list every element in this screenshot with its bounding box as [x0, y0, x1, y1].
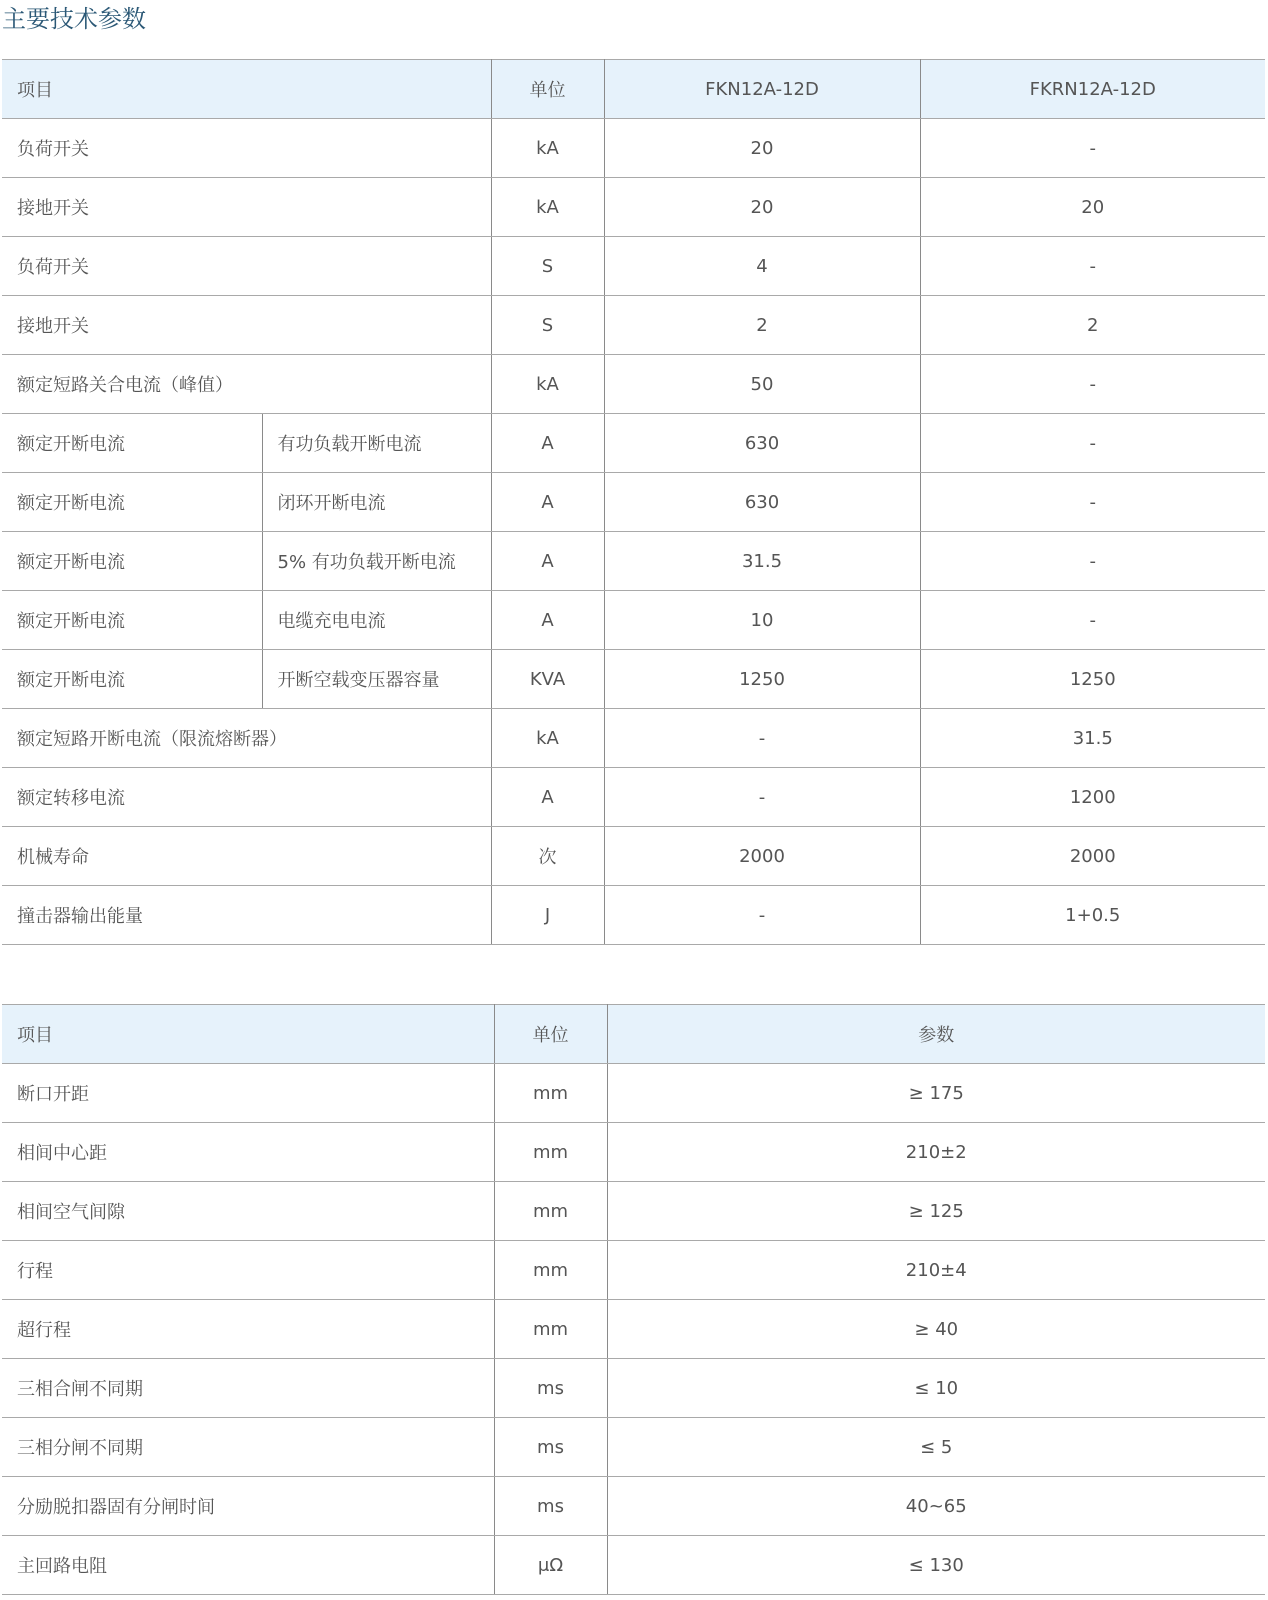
item-cell: 额定开断电流	[2, 473, 262, 532]
fkn12a-12d-value-cell: -	[604, 886, 920, 945]
value-cell: 210±4	[607, 1241, 1265, 1300]
fkrn12a-12d-value-cell: 20	[920, 178, 1265, 237]
unit-cell: mm	[494, 1241, 607, 1300]
item-cell: 接地开关	[2, 178, 491, 237]
fkn12a-12d-value-cell: 20	[604, 178, 920, 237]
fkrn12a-12d-value-cell: 1200	[920, 768, 1265, 827]
fkrn12a-12d-value-cell: -	[920, 591, 1265, 650]
unit-cell: J	[491, 886, 604, 945]
fkrn12a-12d-value-cell: 2000	[920, 827, 1265, 886]
unit-cell: kA	[491, 355, 604, 414]
unit-cell: mm	[494, 1064, 607, 1123]
table-header-row	[2, 60, 1265, 119]
table-row	[2, 532, 1265, 591]
table-row	[2, 178, 1265, 237]
item-cell: 接地开关	[2, 296, 491, 355]
table-row	[2, 768, 1265, 827]
unit-cell: A	[491, 768, 604, 827]
item-cell: 额定短路开断电流（限流熔断器）	[2, 709, 491, 768]
fkn12a-12d-value-cell: 2000	[604, 827, 920, 886]
item-cell: 主回路电阻	[2, 1536, 494, 1595]
value-cell: ≥ 40	[607, 1300, 1265, 1359]
fkrn12a-12d-value-cell: -	[920, 414, 1265, 473]
value-cell: ≤ 5	[607, 1418, 1265, 1477]
item-cell: 超行程	[2, 1300, 494, 1359]
item-cell: 负荷开关	[2, 119, 491, 178]
fkn12a-12d-value-cell: 630	[604, 473, 920, 532]
table-row	[2, 650, 1265, 709]
unit-cell: μΩ	[494, 1536, 607, 1595]
item-cell: 撞击器输出能量	[2, 886, 491, 945]
unit-cell: mm	[494, 1123, 607, 1182]
value-cell: ≥ 175	[607, 1064, 1265, 1123]
unit-cell: A	[491, 591, 604, 650]
unit-cell: A	[491, 414, 604, 473]
item-cell: 分励脱扣器固有分闸时间	[2, 1477, 494, 1536]
item-cell: 相间中心距	[2, 1123, 494, 1182]
item-cell: 三相分闸不同期	[2, 1418, 494, 1477]
sub-item-cell: 电缆充电电流	[262, 591, 491, 650]
item-cell: 额定开断电流	[2, 591, 262, 650]
table-row	[2, 709, 1265, 768]
value-cell: ≤ 130	[607, 1536, 1265, 1595]
header-item: 项目	[2, 1005, 494, 1064]
item-cell: 行程	[2, 1241, 494, 1300]
table-row	[2, 237, 1265, 296]
fkrn12a-12d-value-cell: 1250	[920, 650, 1265, 709]
item-cell: 额定短路关合电流（峰值）	[2, 355, 491, 414]
value-cell: 40~65	[607, 1477, 1265, 1536]
unit-cell: A	[491, 532, 604, 591]
table-header-row	[2, 1005, 1265, 1064]
unit-cell: KVA	[491, 650, 604, 709]
header-item: 项目	[2, 60, 491, 119]
fkn12a-12d-value-cell: 50	[604, 355, 920, 414]
fkrn12a-12d-value-cell: -	[920, 119, 1265, 178]
fkrn12a-12d-value-cell: 2	[920, 296, 1265, 355]
unit-cell: A	[491, 473, 604, 532]
table-row	[2, 1359, 1265, 1418]
dimension-parameters-table	[2, 1004, 1265, 1595]
table-row	[2, 886, 1265, 945]
table-row	[2, 1300, 1265, 1359]
table-row	[2, 591, 1265, 650]
table-row	[2, 1064, 1265, 1123]
unit-cell: kA	[491, 709, 604, 768]
fkn12a-12d-value-cell: -	[604, 768, 920, 827]
fkrn12a-12d-value-cell: 1+0.5	[920, 886, 1265, 945]
unit-cell: 次	[491, 827, 604, 886]
unit-cell: ms	[494, 1359, 607, 1418]
table-row	[2, 827, 1265, 886]
table-row	[2, 1477, 1265, 1536]
table-row	[2, 473, 1265, 532]
fkn12a-12d-value-cell: 1250	[604, 650, 920, 709]
table-row	[2, 1536, 1265, 1595]
item-cell: 额定开断电流	[2, 532, 262, 591]
fkn12a-12d-value-cell: 10	[604, 591, 920, 650]
fkrn12a-12d-value-cell: -	[920, 532, 1265, 591]
unit-cell: ms	[494, 1418, 607, 1477]
table-row	[2, 414, 1265, 473]
value-cell: ≤ 10	[607, 1359, 1265, 1418]
header-unit: 单位	[491, 60, 604, 119]
header-fkrn12a-12d: FKRN12A-12D	[920, 60, 1265, 119]
unit-cell: kA	[491, 178, 604, 237]
table-row	[2, 1418, 1265, 1477]
fkrn12a-12d-value-cell: -	[920, 473, 1265, 532]
header-value: 参数	[607, 1005, 1265, 1064]
table-row	[2, 119, 1265, 178]
table-row	[2, 1182, 1265, 1241]
fkn12a-12d-value-cell: 4	[604, 237, 920, 296]
table-row	[2, 1123, 1265, 1182]
unit-cell: S	[491, 237, 604, 296]
value-cell: ≥ 125	[607, 1182, 1265, 1241]
item-cell: 相间空气间隙	[2, 1182, 494, 1241]
sub-item-cell: 5% 有功负载开断电流	[262, 532, 491, 591]
sub-item-cell: 有功负载开断电流	[262, 414, 491, 473]
technical-parameters-table	[2, 59, 1265, 945]
fkn12a-12d-value-cell: 630	[604, 414, 920, 473]
value-cell: 210±2	[607, 1123, 1265, 1182]
table-row	[2, 296, 1265, 355]
fkn12a-12d-value-cell: 2	[604, 296, 920, 355]
unit-cell: kA	[491, 119, 604, 178]
item-cell: 额定开断电流	[2, 414, 262, 473]
fkn12a-12d-value-cell: 31.5	[604, 532, 920, 591]
unit-cell: S	[491, 296, 604, 355]
header-unit: 单位	[494, 1005, 607, 1064]
unit-cell: ms	[494, 1477, 607, 1536]
table-row	[2, 355, 1265, 414]
item-cell: 机械寿命	[2, 827, 491, 886]
fkrn12a-12d-value-cell: 31.5	[920, 709, 1265, 768]
item-cell: 额定开断电流	[2, 650, 262, 709]
item-cell: 三相合闸不同期	[2, 1359, 494, 1418]
unit-cell: mm	[494, 1300, 607, 1359]
fkrn12a-12d-value-cell: -	[920, 237, 1265, 296]
fkn12a-12d-value-cell: -	[604, 709, 920, 768]
item-cell: 断口开距	[2, 1064, 494, 1123]
fkn12a-12d-value-cell: 20	[604, 119, 920, 178]
page-title: 主要技术参数	[2, 5, 146, 33]
item-cell: 额定转移电流	[2, 768, 491, 827]
sub-item-cell: 开断空载变压器容量	[262, 650, 491, 709]
table-row	[2, 1241, 1265, 1300]
sub-item-cell: 闭环开断电流	[262, 473, 491, 532]
header-fkn12a-12d: FKN12A-12D	[604, 60, 920, 119]
unit-cell: mm	[494, 1182, 607, 1241]
fkrn12a-12d-value-cell: -	[920, 355, 1265, 414]
item-cell: 负荷开关	[2, 237, 491, 296]
